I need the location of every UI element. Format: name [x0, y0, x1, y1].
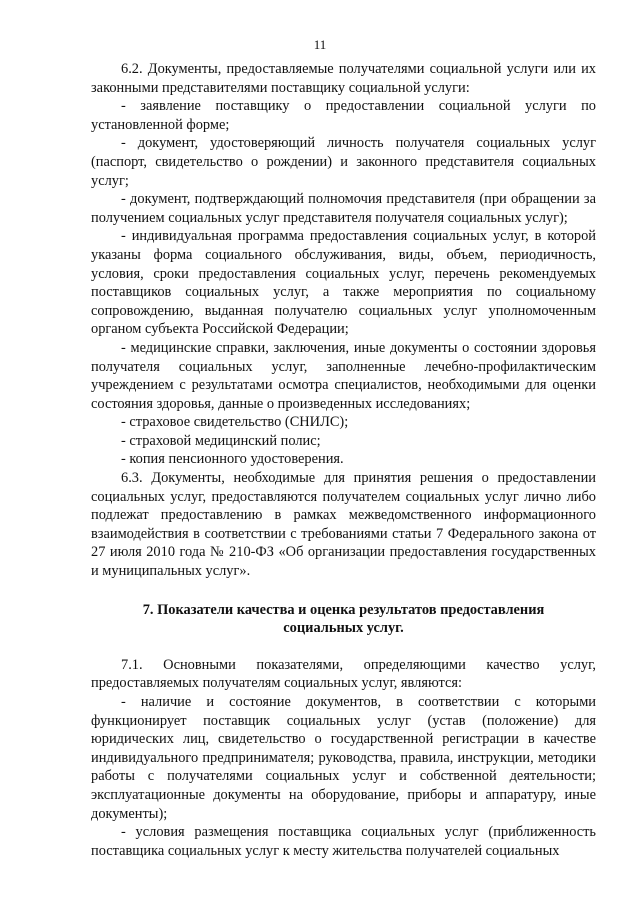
page-number: 11: [313, 37, 327, 52]
list-item-identity-document: - документ, удостоверяющий личность получателя социальных услуг (паспорт, свидетельство о рождении) и законного представителя социальных услуг;: [91, 135, 596, 189]
list-item-pension-certificate: - копия пенсионного удостоверения.: [121, 451, 344, 468]
paragraph-7-1: 7.1. Основными показателями, определяющими качество услуг, предоставляемых получателям социальных услуг, являются:: [91, 656, 596, 692]
paragraph-6-3: 6.3. Документы, необходимые для принятия решения о предоставлении социальных услуг, предоставляются получателем социальных услуг лично либо подлежат предоставлению в рамках межведомственного информационного взаимодействия в соответствии с требованиями статьи 7 Федерального закона от 27 июля 2010 года № 210-ФЗ «Об организации предоставления государственных и муниципальных услуг».: [91, 470, 596, 580]
list-item-representative-authority: - документ, подтверждающий полномочия представителя (при обращении за получением социальных услуг представителя получателя социальных услуг);: [91, 191, 596, 226]
list-item-application: - заявление поставщику о предоставлении социальной услуги по установленной форме;: [91, 98, 596, 133]
list-item-documents-availability: - наличие и состояние документов, в соответствии с которыми функционирует поставщик социальных услуг (устав (положение) для юридических лиц, свидетельство о государственной регистрации в качестве индивидуального предпринимателя; руководства, правила, инструкции, методики работы с получателями социальных услуг и собственной деятельности; эксплуатационные документы на оборудование, приборы и аппаратуру, иные документы);: [91, 694, 596, 822]
document-body: [91, 60, 596, 860]
list-item-placement-conditions: - условия размещения поставщика социальных услуг (приближенность поставщика социальных услуг к месту жительства получателей социальных: [91, 824, 596, 859]
paragraph-6-2: 6.2. Документы, предоставляемые получателями социальной услуги или их законными представителями поставщику социальной услуги:: [91, 61, 596, 96]
list-item-medical-certificates: - медицинские справки, заключения, иные документы о состоянии здоровья получателя социальных услуг, заполненные лечебно-профилактическим учреждением с результатами осмотра специалистов, необходимыми для оценки состояния здоровья, данные о произведенных исследованиях;: [91, 339, 596, 412]
list-item-medical-policy: - страховой медицинский полис;: [121, 432, 321, 449]
list-item-snils: - страховое свидетельство (СНИЛС);: [121, 414, 349, 431]
section-heading-7: 7. Показатели качества и оценка результатов предоставления социальных услуг.: [142, 601, 545, 637]
list-item-individual-program: - индивидуальная программа предоставления социальных услуг, в которой указаны форма социального обслуживания, виды, объем, периодичность, условия, сроки предоставления социальных услуг, перечень рекомендуемых поставщиков социальных услуг, а также мероприятия по социальному сопровождению, выданная получателю социальных услуг уполномоченным органом субъекта Российской Федерации;: [91, 228, 596, 338]
